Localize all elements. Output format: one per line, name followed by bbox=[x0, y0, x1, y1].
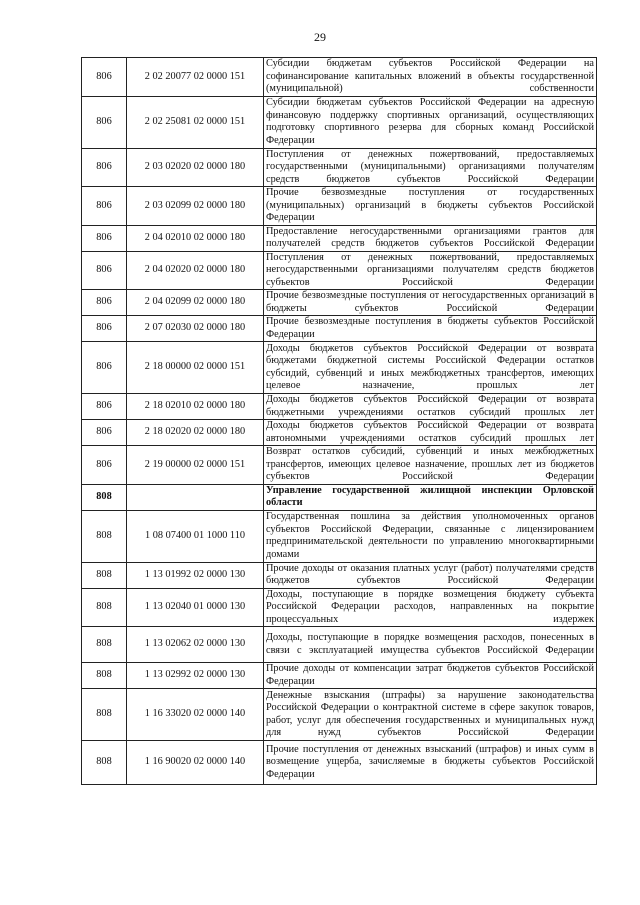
admin-code-cell: 806 bbox=[82, 420, 127, 446]
admin-code-cell: 806 bbox=[82, 394, 127, 420]
table-row bbox=[82, 148, 597, 187]
table-row bbox=[82, 96, 597, 148]
admin-code-cell: 806 bbox=[82, 58, 127, 97]
revenue-name-cell: Денежные взыскания (штрафы) за нарушение законодательства Российской Федерации о контрактной системе в сфере закупок товаров, работ, услуг для обеспечения государственных и муниципальных нужд для нужд субъектов Российской Федерации bbox=[264, 689, 597, 741]
budget-code-cell: 1 08 07400 01 1000 110 bbox=[127, 510, 264, 562]
table-row bbox=[82, 342, 597, 394]
admin-code-cell: 806 bbox=[82, 187, 127, 226]
admin-code-cell: 808 bbox=[82, 484, 127, 510]
budget-code-cell: 2 18 02010 02 0000 180 bbox=[127, 394, 264, 420]
budget-code-cell: 1 13 01992 02 0000 130 bbox=[127, 562, 264, 588]
admin-code-cell: 808 bbox=[82, 562, 127, 588]
budget-code-cell: 2 04 02020 02 0000 180 bbox=[127, 251, 264, 290]
budget-code-cell: 1 16 90020 02 0000 140 bbox=[127, 741, 264, 785]
table-row bbox=[82, 420, 597, 446]
admin-code-cell: 806 bbox=[82, 96, 127, 148]
admin-code-cell: 806 bbox=[82, 148, 127, 187]
admin-code-cell: 808 bbox=[82, 663, 127, 689]
budget-code-cell bbox=[127, 484, 264, 510]
revenue-name-cell: Государственная пошлина за действия уполномоченных органов субъектов Российской Федерации, связанные с лицензированием предпринимательской деятельности по управлению многоквартирными домами bbox=[264, 510, 597, 562]
revenue-name-cell: Доходы бюджетов субъектов Российской Федерации от возврата автономными учреждениями остатков субсидий прошлых лет bbox=[264, 420, 597, 446]
budget-code-cell: 2 04 02099 02 0000 180 bbox=[127, 290, 264, 316]
revenue-name-cell: Управление государственной жилищной инспекции Орловской области bbox=[264, 484, 597, 510]
revenue-name-cell: Прочие доходы от компенсации затрат бюджетов субъектов Российской Федерации bbox=[264, 663, 597, 689]
admin-code-cell: 806 bbox=[82, 290, 127, 316]
table-row bbox=[82, 663, 597, 689]
budget-code-cell: 2 04 02010 02 0000 180 bbox=[127, 225, 264, 251]
table-row bbox=[82, 225, 597, 251]
revenue-name-cell: Прочие поступления от денежных взысканий (штрафов) и иных сумм в возмещение ущерба, зачисляемые в бюджеты субъектов Российской Федерации bbox=[264, 741, 597, 785]
table-row bbox=[82, 627, 597, 663]
budget-code-cell: 1 13 02992 02 0000 130 bbox=[127, 663, 264, 689]
revenue-name-cell: Прочие безвозмездные поступления от негосударственных организаций в бюджеты субъектов Российской Федерации bbox=[264, 290, 597, 316]
budget-code-cell: 1 13 02040 01 0000 130 bbox=[127, 588, 264, 627]
budget-code-cell: 2 18 00000 02 0000 151 bbox=[127, 342, 264, 394]
revenue-name-cell: Прочие безвозмездные поступления в бюджеты субъектов Российской Федерации bbox=[264, 316, 597, 342]
table-row bbox=[82, 562, 597, 588]
table-row bbox=[82, 689, 597, 741]
page-number: 29 bbox=[314, 30, 326, 44]
revenue-name-cell: Поступления от денежных пожертвований, предоставляемых негосударственными организациями получателям средств бюджетов субъектов Российской Федерации bbox=[264, 251, 597, 290]
revenue-name-cell: Субсидии бюджетам субъектов Российской Федерации на адресную финансовую поддержку спортивных организаций, осуществляющих подготовку спортивного резерва для сборных команд Российской Федерации bbox=[264, 96, 597, 148]
budget-code-cell: 2 18 02020 02 0000 180 bbox=[127, 420, 264, 446]
budget-code-cell: 2 02 25081 02 0000 151 bbox=[127, 96, 264, 148]
revenue-name-cell: Субсидии бюджетам субъектов Российской Федерации на софинансирование капитальных вложений в объекты государственной (муниципальной) собственности bbox=[264, 58, 597, 97]
table-row bbox=[82, 316, 597, 342]
admin-code-cell: 808 bbox=[82, 627, 127, 663]
budget-code-cell: 2 07 02030 02 0000 180 bbox=[127, 316, 264, 342]
revenue-name-cell: Доходы бюджетов субъектов Российской Федерации от возврата бюджетами бюджетной системы Российской Федерации остатков субсидий, субвенций и иных межбюджетных трансфертов, имеющих целевое назначение, прошлых лет bbox=[264, 342, 597, 394]
revenue-name-cell: Прочие безвозмездные поступления от государственных (муниципальных) организаций в бюджеты субъектов Российской Федерации bbox=[264, 187, 597, 226]
admin-code-cell: 808 bbox=[82, 588, 127, 627]
revenue-name-cell: Поступления от денежных пожертвований, предоставляемых государственными (муниципальными) организациями получателям средств бюджетов субъектов Российской Федерации bbox=[264, 148, 597, 187]
budget-code-cell: 2 03 02020 02 0000 180 bbox=[127, 148, 264, 187]
revenue-name-cell: Доходы, поступающие в порядке возмещения бюджету субъекта Российской Федерации расходов, направленных на покрытие процессуальных издержек bbox=[264, 588, 597, 627]
admin-code-cell: 808 bbox=[82, 689, 127, 741]
table-row bbox=[82, 588, 597, 627]
table-row bbox=[82, 741, 597, 785]
revenue-name-cell: Доходы бюджетов субъектов Российской Федерации от возврата бюджетными учреждениями остатков субсидий прошлых лет bbox=[264, 394, 597, 420]
admin-code-cell: 806 bbox=[82, 225, 127, 251]
admin-code-cell: 806 bbox=[82, 251, 127, 290]
table-heading-row bbox=[82, 484, 597, 510]
table-row bbox=[82, 251, 597, 290]
admin-code-cell: 806 bbox=[82, 316, 127, 342]
table-row bbox=[82, 187, 597, 226]
budget-code-cell: 2 03 02099 02 0000 180 bbox=[127, 187, 264, 226]
table-row bbox=[82, 58, 597, 97]
table-row bbox=[82, 394, 597, 420]
table-row bbox=[82, 290, 597, 316]
table-row bbox=[82, 510, 597, 562]
revenue-name-cell: Доходы, поступающие в порядке возмещения расходов, понесенных в связи с эксплуатацией имущества субъектов Российской Федерации bbox=[264, 627, 597, 663]
budget-code-cell: 2 19 00000 02 0000 151 bbox=[127, 446, 264, 485]
revenue-name-cell: Возврат остатков субсидий, субвенций и иных межбюджетных трансфертов, имеющих целевое назначение, прошлых лет из бюджетов субъектов Российской Федерации bbox=[264, 446, 597, 485]
revenue-name-cell: Прочие доходы от оказания платных услуг (работ) получателями средств бюджетов субъектов Российской Федерации bbox=[264, 562, 597, 588]
table-row bbox=[82, 446, 597, 485]
budget-code-cell: 1 13 02062 02 0000 130 bbox=[127, 627, 264, 663]
admin-code-cell: 808 bbox=[82, 741, 127, 785]
admin-code-cell: 806 bbox=[82, 446, 127, 485]
budget-code-cell: 1 16 33020 02 0000 140 bbox=[127, 689, 264, 741]
admin-code-cell: 808 bbox=[82, 510, 127, 562]
budget-code-cell: 2 02 20077 02 0000 151 bbox=[127, 58, 264, 97]
revenue-name-cell: Предоставление негосударственными организациями грантов для получателей средств бюджетов субъектов Российской Федерации bbox=[264, 225, 597, 251]
revenue-codes-table bbox=[81, 57, 597, 785]
admin-code-cell: 806 bbox=[82, 342, 127, 394]
